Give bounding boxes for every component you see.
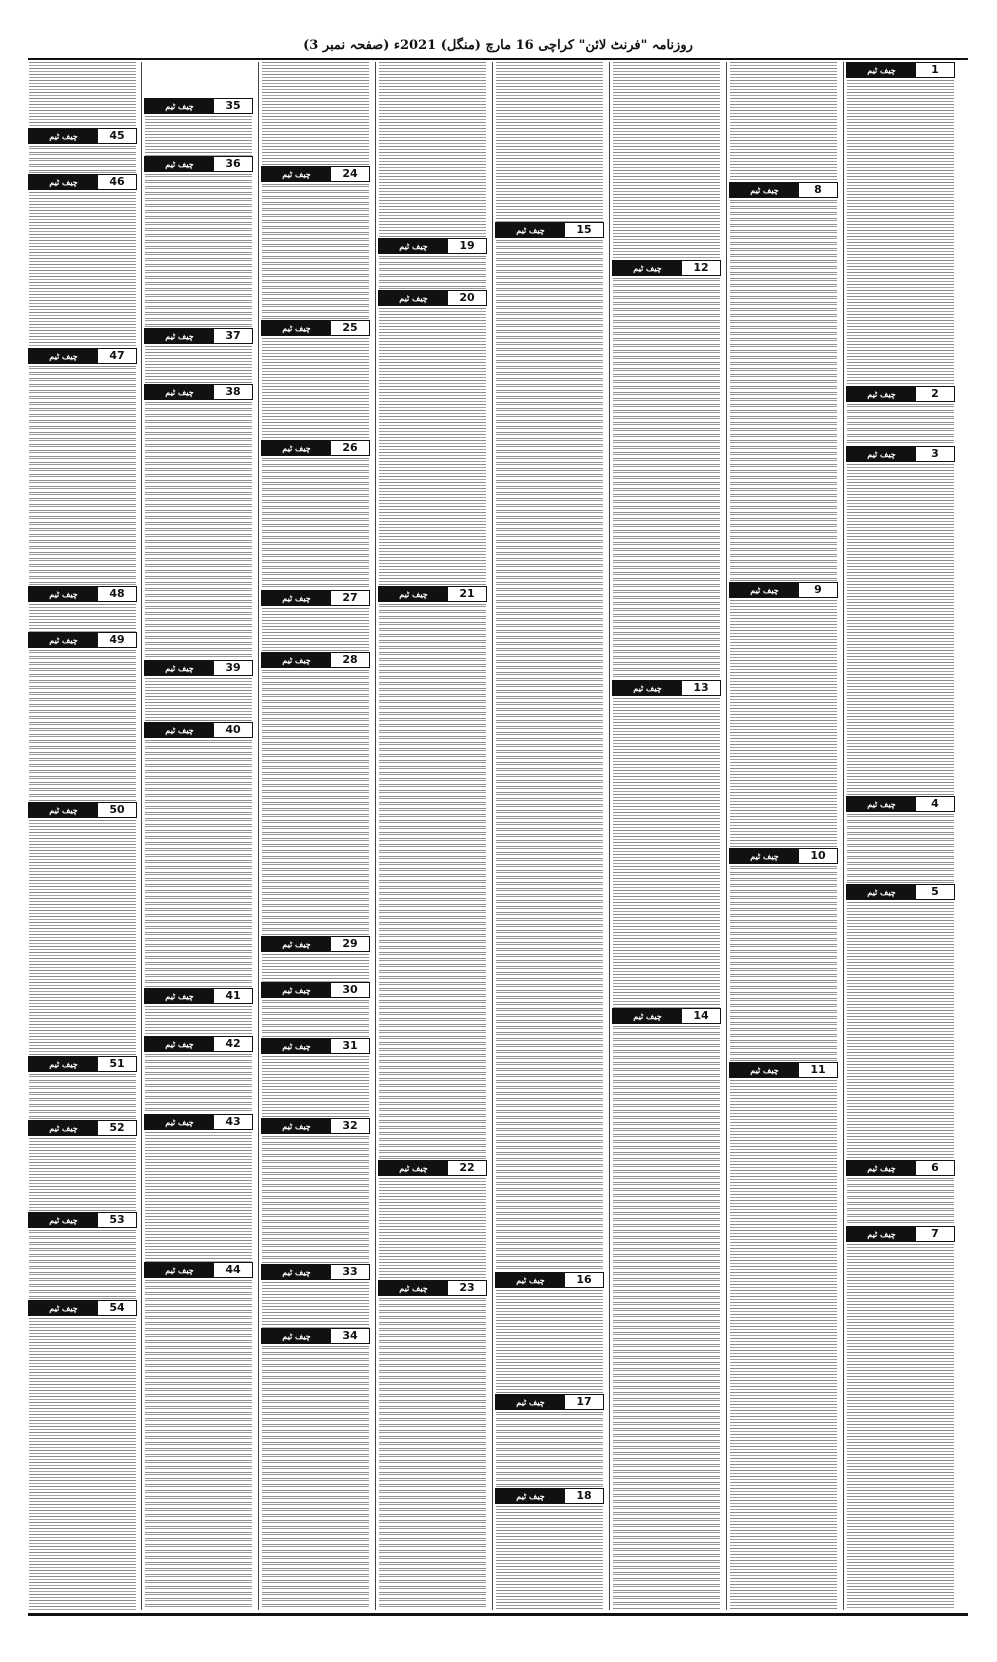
column-6 xyxy=(261,62,376,1610)
notice-25 xyxy=(261,320,370,440)
notice-label: چیف ٹیم xyxy=(145,1037,214,1051)
notice-number: 11 xyxy=(799,1063,837,1077)
notice-text-block xyxy=(379,256,486,290)
notice-label: چیف ٹیم xyxy=(145,329,214,343)
notice-label: چیف ٹیم xyxy=(145,385,214,399)
notice-2 xyxy=(846,386,955,446)
notice-text-block xyxy=(29,366,136,586)
column-3 xyxy=(612,62,727,1610)
notice-text-block xyxy=(847,1178,954,1226)
notice-heading xyxy=(495,1488,604,1504)
notice-text-block xyxy=(379,62,486,238)
notice-number: 17 xyxy=(565,1395,603,1409)
notice-number: 35 xyxy=(214,99,252,113)
notice-heading xyxy=(729,182,838,198)
notice-heading xyxy=(729,848,838,864)
notice-heading xyxy=(495,222,604,238)
notice-heading xyxy=(378,238,487,254)
notice-cont-2 xyxy=(729,62,838,182)
notice-heading xyxy=(144,328,253,344)
notice-22 xyxy=(378,1160,487,1280)
notice-11 xyxy=(729,1062,838,1610)
notice-39 xyxy=(144,660,253,722)
notice-text-block xyxy=(29,146,136,174)
notice-number: 51 xyxy=(98,1057,136,1071)
notice-label: چیف ٹیم xyxy=(613,681,682,695)
notice-text-block xyxy=(730,62,837,182)
notice-heading xyxy=(846,884,955,900)
notice-cont-3 xyxy=(612,62,721,260)
notice-text-block xyxy=(496,240,603,1272)
notice-text-block xyxy=(145,1280,252,1610)
notice-text-block xyxy=(730,200,837,582)
notice-label: چیف ٹیم xyxy=(730,583,799,597)
notice-text-block xyxy=(847,902,954,1160)
notice-heading xyxy=(846,1160,955,1176)
notice-6 xyxy=(846,1160,955,1226)
notice-text-block xyxy=(145,678,252,722)
notice-label: چیف ٹیم xyxy=(730,183,799,197)
notice-heading xyxy=(495,1272,604,1288)
notice-21 xyxy=(378,586,487,1160)
notice-31 xyxy=(261,1038,370,1118)
notice-number: 1 xyxy=(916,63,954,77)
notice-text-block xyxy=(29,1074,136,1120)
notice-19 xyxy=(378,238,487,290)
notice-number: 19 xyxy=(448,239,486,253)
notice-label: چیف ٹیم xyxy=(29,587,98,601)
notice-20 xyxy=(378,290,487,586)
notice-7 xyxy=(846,1226,955,1610)
notice-label: چیف ٹیم xyxy=(730,849,799,863)
notice-text-block xyxy=(262,184,369,320)
notice-16 xyxy=(495,1272,604,1394)
notice-46 xyxy=(28,174,137,348)
notice-number: 34 xyxy=(331,1329,369,1343)
column-2 xyxy=(729,62,844,1610)
notice-number: 39 xyxy=(214,661,252,675)
notice-label: چیف ٹیم xyxy=(496,223,565,237)
notice-label: چیف ٹیم xyxy=(29,129,98,143)
notice-label: چیف ٹیم xyxy=(262,937,331,951)
notice-number: 37 xyxy=(214,329,252,343)
notice-number: 12 xyxy=(682,261,720,275)
notice-51 xyxy=(28,1056,137,1120)
notice-number: 24 xyxy=(331,167,369,181)
notice-heading xyxy=(28,802,137,818)
notice-text-block xyxy=(496,1290,603,1394)
notice-38 xyxy=(144,384,253,660)
notice-heading xyxy=(261,1264,370,1280)
notice-label: چیف ٹیم xyxy=(29,1057,98,1071)
notice-number: 49 xyxy=(98,633,136,647)
notice-label: چیف ٹیم xyxy=(29,633,98,647)
notice-label: چیف ٹیم xyxy=(496,1489,565,1503)
notice-number: 18 xyxy=(565,1489,603,1503)
notice-label: چیف ٹیم xyxy=(262,321,331,335)
notice-label: چیف ٹیم xyxy=(29,803,98,817)
notice-label: چیف ٹیم xyxy=(847,447,916,461)
notice-number: 25 xyxy=(331,321,369,335)
notice-label: چیف ٹیم xyxy=(29,1213,98,1227)
notice-number: 9 xyxy=(799,583,837,597)
column-7 xyxy=(144,62,259,1610)
notice-label: چیف ٹیم xyxy=(730,1063,799,1077)
notice-41 xyxy=(144,988,253,1036)
notice-heading xyxy=(378,1280,487,1296)
notice-text-block xyxy=(145,1006,252,1036)
notice-text-block xyxy=(262,670,369,936)
notice-number: 41 xyxy=(214,989,252,1003)
notice-number: 22 xyxy=(448,1161,486,1175)
notice-heading xyxy=(612,680,721,696)
notice-label: چیف ٹیم xyxy=(379,1281,448,1295)
notice-number: 4 xyxy=(916,797,954,811)
notice-label: چیف ٹیم xyxy=(262,983,331,997)
notice-heading xyxy=(28,128,137,144)
notice-4 xyxy=(846,796,955,884)
notice-number: 20 xyxy=(448,291,486,305)
notice-text-block xyxy=(730,600,837,848)
notice-8 xyxy=(729,182,838,582)
notice-heading xyxy=(846,446,955,462)
notice-text-block xyxy=(262,954,369,982)
notice-text-block xyxy=(613,698,720,1008)
notice-label: چیف ٹیم xyxy=(29,1121,98,1135)
notice-text-block xyxy=(29,650,136,802)
notice-heading xyxy=(261,652,370,668)
notice-heading xyxy=(261,1328,370,1344)
notice-heading xyxy=(144,1036,253,1052)
notice-label: چیف ٹیم xyxy=(145,157,214,171)
notice-number: 6 xyxy=(916,1161,954,1175)
notice-heading xyxy=(28,632,137,648)
notice-heading xyxy=(846,62,955,78)
notice-label: چیف ٹیم xyxy=(847,885,916,899)
notice-label: چیف ٹیم xyxy=(145,661,214,675)
notice-number: 21 xyxy=(448,587,486,601)
notice-label: چیف ٹیم xyxy=(262,1039,331,1053)
notice-text-block xyxy=(29,1318,136,1610)
notice-number: 7 xyxy=(916,1227,954,1241)
notice-label: چیف ٹیم xyxy=(262,441,331,455)
notice-text-block xyxy=(262,1346,369,1610)
notice-44 xyxy=(144,1262,253,1610)
notice-number: 15 xyxy=(565,223,603,237)
notice-36 xyxy=(144,156,253,328)
notice-text-block xyxy=(262,608,369,652)
notice-text-block xyxy=(262,338,369,440)
notice-label: چیف ٹیم xyxy=(29,349,98,363)
notice-heading xyxy=(495,1394,604,1410)
notice-47 xyxy=(28,348,137,586)
notice-text-block xyxy=(379,1298,486,1610)
notice-50 xyxy=(28,802,137,1056)
notice-9 xyxy=(729,582,838,848)
notice-heading xyxy=(378,290,487,306)
notice-label: چیف ٹیم xyxy=(262,591,331,605)
notice-text-block xyxy=(29,820,136,1056)
notice-text-block xyxy=(262,1282,369,1328)
column-1 xyxy=(846,62,961,1610)
notice-text-block xyxy=(613,278,720,680)
notice-number: 53 xyxy=(98,1213,136,1227)
notice-heading xyxy=(846,1226,955,1242)
notice-label: چیف ٹیم xyxy=(145,1263,214,1277)
notice-number: 26 xyxy=(331,441,369,455)
notice-1 xyxy=(846,62,955,386)
notice-heading xyxy=(378,1160,487,1176)
notice-label: چیف ٹیم xyxy=(496,1273,565,1287)
notice-heading xyxy=(144,1114,253,1130)
notice-text-block xyxy=(496,1506,603,1610)
notice-35 xyxy=(144,98,253,156)
notice-54 xyxy=(28,1300,137,1610)
notice-number: 42 xyxy=(214,1037,252,1051)
notice-heading xyxy=(28,1120,137,1136)
notice-number: 44 xyxy=(214,1263,252,1277)
notice-number: 3 xyxy=(916,447,954,461)
notice-heading xyxy=(261,1118,370,1134)
column-4 xyxy=(495,62,610,1610)
notice-30 xyxy=(261,982,370,1038)
notice-heading xyxy=(28,1056,137,1072)
notice-label: چیف ٹیم xyxy=(379,239,448,253)
notice-heading xyxy=(28,586,137,602)
notice-heading xyxy=(144,660,253,676)
notice-heading xyxy=(28,1300,137,1316)
notice-heading xyxy=(612,260,721,276)
notice-number: 2 xyxy=(916,387,954,401)
notice-heading xyxy=(612,1008,721,1024)
notice-text-block xyxy=(730,1080,837,1610)
notice-number: 38 xyxy=(214,385,252,399)
notice-text-block xyxy=(29,62,136,128)
notice-heading xyxy=(144,988,253,1004)
notice-43 xyxy=(144,1114,253,1262)
notice-number: 31 xyxy=(331,1039,369,1053)
notice-12 xyxy=(612,260,721,680)
notice-34 xyxy=(261,1328,370,1610)
bottom-rule xyxy=(28,1613,968,1616)
notice-label: چیف ٹیم xyxy=(262,653,331,667)
notice-number: 14 xyxy=(682,1009,720,1023)
notice-text-block xyxy=(496,1412,603,1488)
notice-heading xyxy=(28,174,137,190)
notice-text-block xyxy=(379,1178,486,1280)
notice-text-block xyxy=(29,604,136,632)
notice-number: 30 xyxy=(331,983,369,997)
notice-text-block xyxy=(496,62,603,222)
notice-text-block xyxy=(145,740,252,988)
notice-number: 27 xyxy=(331,591,369,605)
notice-heading xyxy=(846,796,955,812)
notice-10 xyxy=(729,848,838,1062)
notice-heading xyxy=(144,722,253,738)
notice-number: 32 xyxy=(331,1119,369,1133)
notice-heading xyxy=(378,586,487,602)
notice-heading xyxy=(846,386,955,402)
notice-number: 40 xyxy=(214,723,252,737)
notice-label: چیف ٹیم xyxy=(379,587,448,601)
notice-number: 52 xyxy=(98,1121,136,1135)
notice-text-block xyxy=(29,1138,136,1212)
notice-heading xyxy=(261,590,370,606)
notice-26 xyxy=(261,440,370,590)
notice-heading xyxy=(261,320,370,336)
notice-text-block xyxy=(262,458,369,590)
notice-15 xyxy=(495,222,604,1272)
notice-42 xyxy=(144,1036,253,1114)
notice-label: چیف ٹیم xyxy=(847,1227,916,1241)
notice-heading xyxy=(28,1212,137,1228)
notice-heading xyxy=(261,1038,370,1054)
masthead: روزنامہ "فرنٹ لائن" کراچی 16 مارچ (منگل) 2021ء (صفحہ نمبر 3) xyxy=(303,38,693,53)
notice-3 xyxy=(846,446,955,796)
notice-label: چیف ٹیم xyxy=(262,167,331,181)
notice-text-block xyxy=(145,116,252,156)
notice-label: چیف ٹیم xyxy=(145,1115,214,1129)
notice-5 xyxy=(846,884,955,1160)
notice-number: 13 xyxy=(682,681,720,695)
notice-37 xyxy=(144,328,253,384)
notice-label: چیف ٹیم xyxy=(496,1395,565,1409)
notice-text-block xyxy=(145,346,252,384)
notice-text-block xyxy=(730,866,837,1062)
notice-number: 29 xyxy=(331,937,369,951)
notice-cont-6 xyxy=(261,62,370,166)
notice-text-block xyxy=(847,464,954,796)
notice-label: چیف ٹیم xyxy=(145,723,214,737)
notice-label: چیف ٹیم xyxy=(613,1009,682,1023)
notice-label: چیف ٹیم xyxy=(847,387,916,401)
notice-14 xyxy=(612,1008,721,1610)
notice-17 xyxy=(495,1394,604,1488)
notice-number: 28 xyxy=(331,653,369,667)
notice-label: چیف ٹیم xyxy=(145,99,214,113)
notice-label: چیف ٹیم xyxy=(847,63,916,77)
notice-number: 43 xyxy=(214,1115,252,1129)
notice-text-block xyxy=(379,308,486,586)
notice-label: چیف ٹیم xyxy=(262,1329,331,1343)
notice-heading xyxy=(261,166,370,182)
notice-13 xyxy=(612,680,721,1008)
notice-29 xyxy=(261,936,370,982)
notice-heading xyxy=(144,156,253,172)
notice-23 xyxy=(378,1280,487,1610)
notice-label: چیف ٹیم xyxy=(29,1301,98,1315)
notice-number: 46 xyxy=(98,175,136,189)
notice-heading xyxy=(28,348,137,364)
notice-text-block xyxy=(262,1056,369,1118)
notice-53 xyxy=(28,1212,137,1300)
notice-number: 48 xyxy=(98,587,136,601)
notice-28 xyxy=(261,652,370,936)
notice-label: چیف ٹیم xyxy=(262,1265,331,1279)
notice-number: 23 xyxy=(448,1281,486,1295)
notice-heading xyxy=(144,384,253,400)
notice-number: 16 xyxy=(565,1273,603,1287)
column-8 xyxy=(28,62,143,1610)
notice-text-block xyxy=(145,1054,252,1114)
column-5 xyxy=(378,62,493,1610)
notice-48 xyxy=(28,586,137,632)
notice-heading xyxy=(261,440,370,456)
notice-number: 5 xyxy=(916,885,954,899)
notice-text-block xyxy=(379,604,486,1160)
notice-18 xyxy=(495,1488,604,1610)
notice-label: چیف ٹیم xyxy=(262,1119,331,1133)
notice-number: 10 xyxy=(799,849,837,863)
notice-number: 47 xyxy=(98,349,136,363)
notice-text-block xyxy=(145,402,252,660)
notice-40 xyxy=(144,722,253,988)
notice-heading xyxy=(144,98,253,114)
notice-number: 36 xyxy=(214,157,252,171)
notice-number: 8 xyxy=(799,183,837,197)
notice-52 xyxy=(28,1120,137,1212)
notice-text-block xyxy=(847,814,954,884)
notice-32 xyxy=(261,1118,370,1264)
notice-heading xyxy=(729,582,838,598)
notice-heading xyxy=(261,982,370,998)
notice-number: 54 xyxy=(98,1301,136,1315)
notice-33 xyxy=(261,1264,370,1328)
notice-text-block xyxy=(847,80,954,386)
notice-label: چیف ٹیم xyxy=(379,1161,448,1175)
notice-number: 50 xyxy=(98,803,136,817)
notice-number: 45 xyxy=(98,129,136,143)
notice-label: چیف ٹیم xyxy=(379,291,448,305)
notice-text-block xyxy=(145,174,252,328)
notice-text-block xyxy=(262,1136,369,1264)
notice-text-block xyxy=(29,192,136,348)
notice-text-block xyxy=(29,1230,136,1300)
notice-45 xyxy=(28,128,137,174)
notice-cont-8 xyxy=(28,62,137,128)
notice-text-block xyxy=(847,1244,954,1610)
notice-label: چیف ٹیم xyxy=(145,989,214,1003)
notice-label: چیف ٹیم xyxy=(29,175,98,189)
notice-label: چیف ٹیم xyxy=(847,1161,916,1175)
notice-cont-5 xyxy=(378,62,487,238)
notice-cont-4 xyxy=(495,62,604,222)
notice-heading xyxy=(144,1262,253,1278)
notice-text-block xyxy=(613,62,720,260)
notice-number: 33 xyxy=(331,1265,369,1279)
notice-text-block xyxy=(262,1000,369,1038)
notice-heading xyxy=(261,936,370,952)
notice-text-block xyxy=(613,1026,720,1610)
notice-49 xyxy=(28,632,137,802)
notice-27 xyxy=(261,590,370,652)
notice-24 xyxy=(261,166,370,320)
notice-text-block xyxy=(847,404,954,446)
top-rule xyxy=(28,58,968,60)
notice-label: چیف ٹیم xyxy=(847,797,916,811)
notice-text-block xyxy=(262,62,369,166)
notice-heading xyxy=(729,1062,838,1078)
notice-text-block xyxy=(145,1132,252,1262)
notice-label: چیف ٹیم xyxy=(613,261,682,275)
